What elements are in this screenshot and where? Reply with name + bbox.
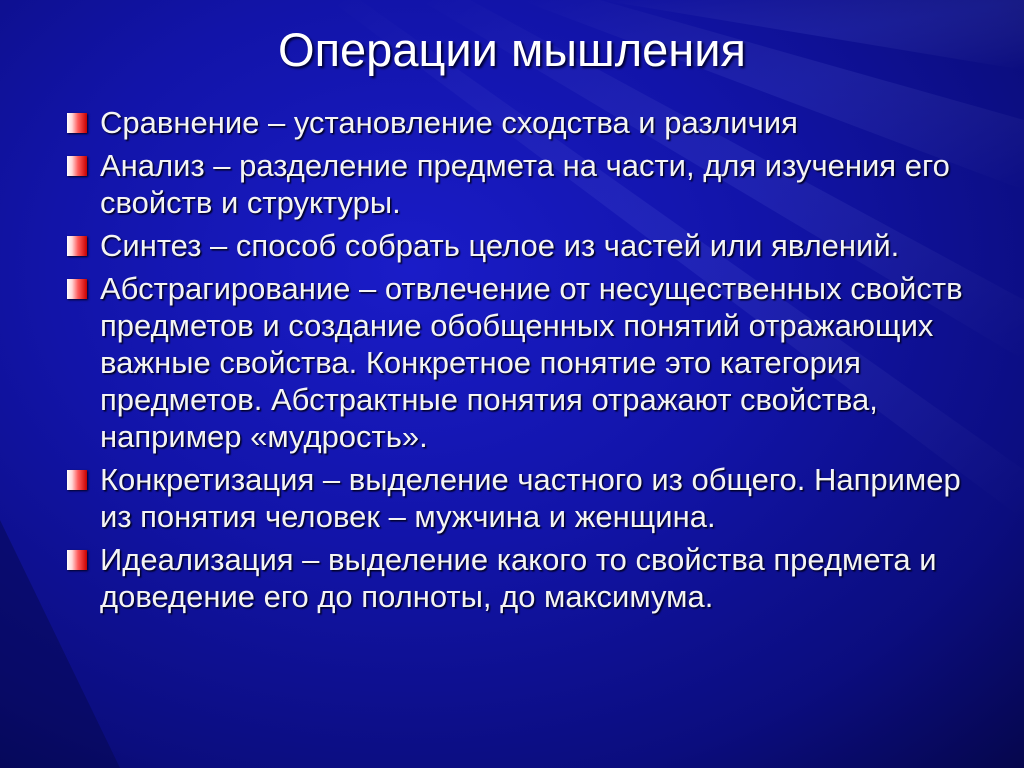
bullet-square-icon (67, 156, 87, 176)
bullet-square-icon (67, 113, 87, 133)
bullet-square-icon (67, 236, 87, 256)
list-item (64, 461, 984, 535)
bullet-list (64, 104, 984, 621)
list-item-text: Синтез – способ собрать целое из частей или явлений. (100, 228, 900, 263)
list-item (64, 227, 984, 264)
list-item-text: Абстрагирование – отвлечение от несущественных свойств предметов и создание обобщенных понятий отражающих важные свойства. Конкретное понятие это категория предметов. Абстрактные понятия отражают свойства, например «мудрость». (100, 271, 963, 454)
slide-title: Операции мышления (278, 23, 746, 76)
list-item-text: Сравнение – установление сходства и различия (100, 105, 798, 140)
list-item (64, 147, 984, 221)
list-item (64, 104, 984, 141)
bullet-square-icon (67, 550, 87, 570)
list-item-text: Конкретизация – выделение частного из общего. Например из понятия человек – мужчина и женщина. (100, 462, 961, 534)
list-item-text: Идеализация – выделение какого то свойства предмета и доведение его до полноты, до максимума. (100, 542, 937, 614)
list-item (64, 541, 984, 615)
bullet-square-icon (67, 279, 87, 299)
list-item (64, 270, 984, 455)
bullet-square-icon (67, 470, 87, 490)
list-item-text: Анализ – разделение предмета на части, для изучения его свойств и структуры. (100, 148, 950, 220)
